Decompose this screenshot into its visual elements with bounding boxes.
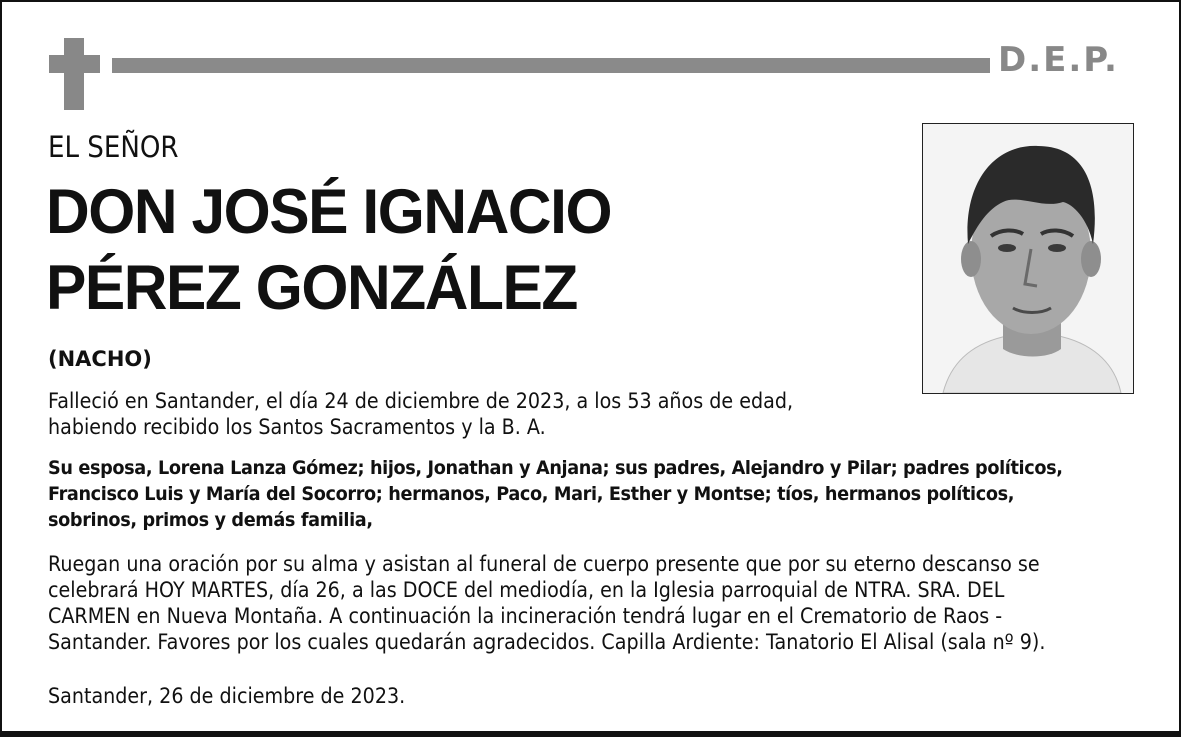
text-line: habiendo recibido los Santos Sacramentos y la B. A. — [48, 415, 546, 439]
text-line: Falleció en Santander, el día 24 de diciembre de 2023, a los 53 años de edad, — [48, 389, 794, 413]
funeral-paragraph — [48, 551, 1045, 655]
header-rule — [112, 58, 990, 73]
closing-line — [48, 683, 405, 709]
text-line: Su esposa, Lorena Lanza Gómez; hijos, Jonathan y Anjana; sus padres, Alejandro y Pilar; padres políticos, — [48, 457, 1063, 479]
text-line: Francisco Luis y María del Socorro; hermanos, Paco, Mari, Esther y Montse; tíos, hermanos políticos, — [48, 483, 1015, 505]
family-paragraph — [48, 455, 1063, 533]
title-prefix: EL SEÑOR — [48, 130, 179, 164]
cross-horizontal-bar — [49, 55, 100, 73]
deceased-name — [46, 174, 611, 326]
name-line-1: DON JOSÉ IGNACIO — [46, 177, 612, 247]
nickname: (NACHO) — [48, 347, 152, 371]
portrait-photo — [922, 123, 1134, 394]
text-line: sobrinos, primos y demás familia, — [48, 509, 373, 531]
text-line: celebrará HOY MARTES, día 26, a las DOCE del mediodía, en la Iglesia parroquial de NTRA. SRA. DEL — [48, 578, 1005, 602]
portrait-illustration — [923, 124, 1133, 393]
dep-label: D.E.P. — [998, 40, 1119, 80]
cross-vertical-bar — [64, 38, 84, 110]
text-line: Santander. Favores por los cuales quedarán agradecidos. Capilla Ardiente: Tanatorio El Alisal (sala nº 9). — [48, 630, 1046, 654]
text-line: Ruegan una oración por su alma y asistan al funeral de cuerpo presente que por su eterno descanso se — [48, 552, 1040, 576]
text-line: CARMEN en Nueva Montaña. A continuación la incineración tendrá lugar en el Crematorio de Raos - — [48, 604, 1003, 628]
text-line: Santander, 26 de diciembre de 2023. — [48, 684, 406, 708]
name-line-2: PÉREZ GONZÁLEZ — [46, 253, 577, 323]
death-paragraph — [48, 388, 793, 440]
